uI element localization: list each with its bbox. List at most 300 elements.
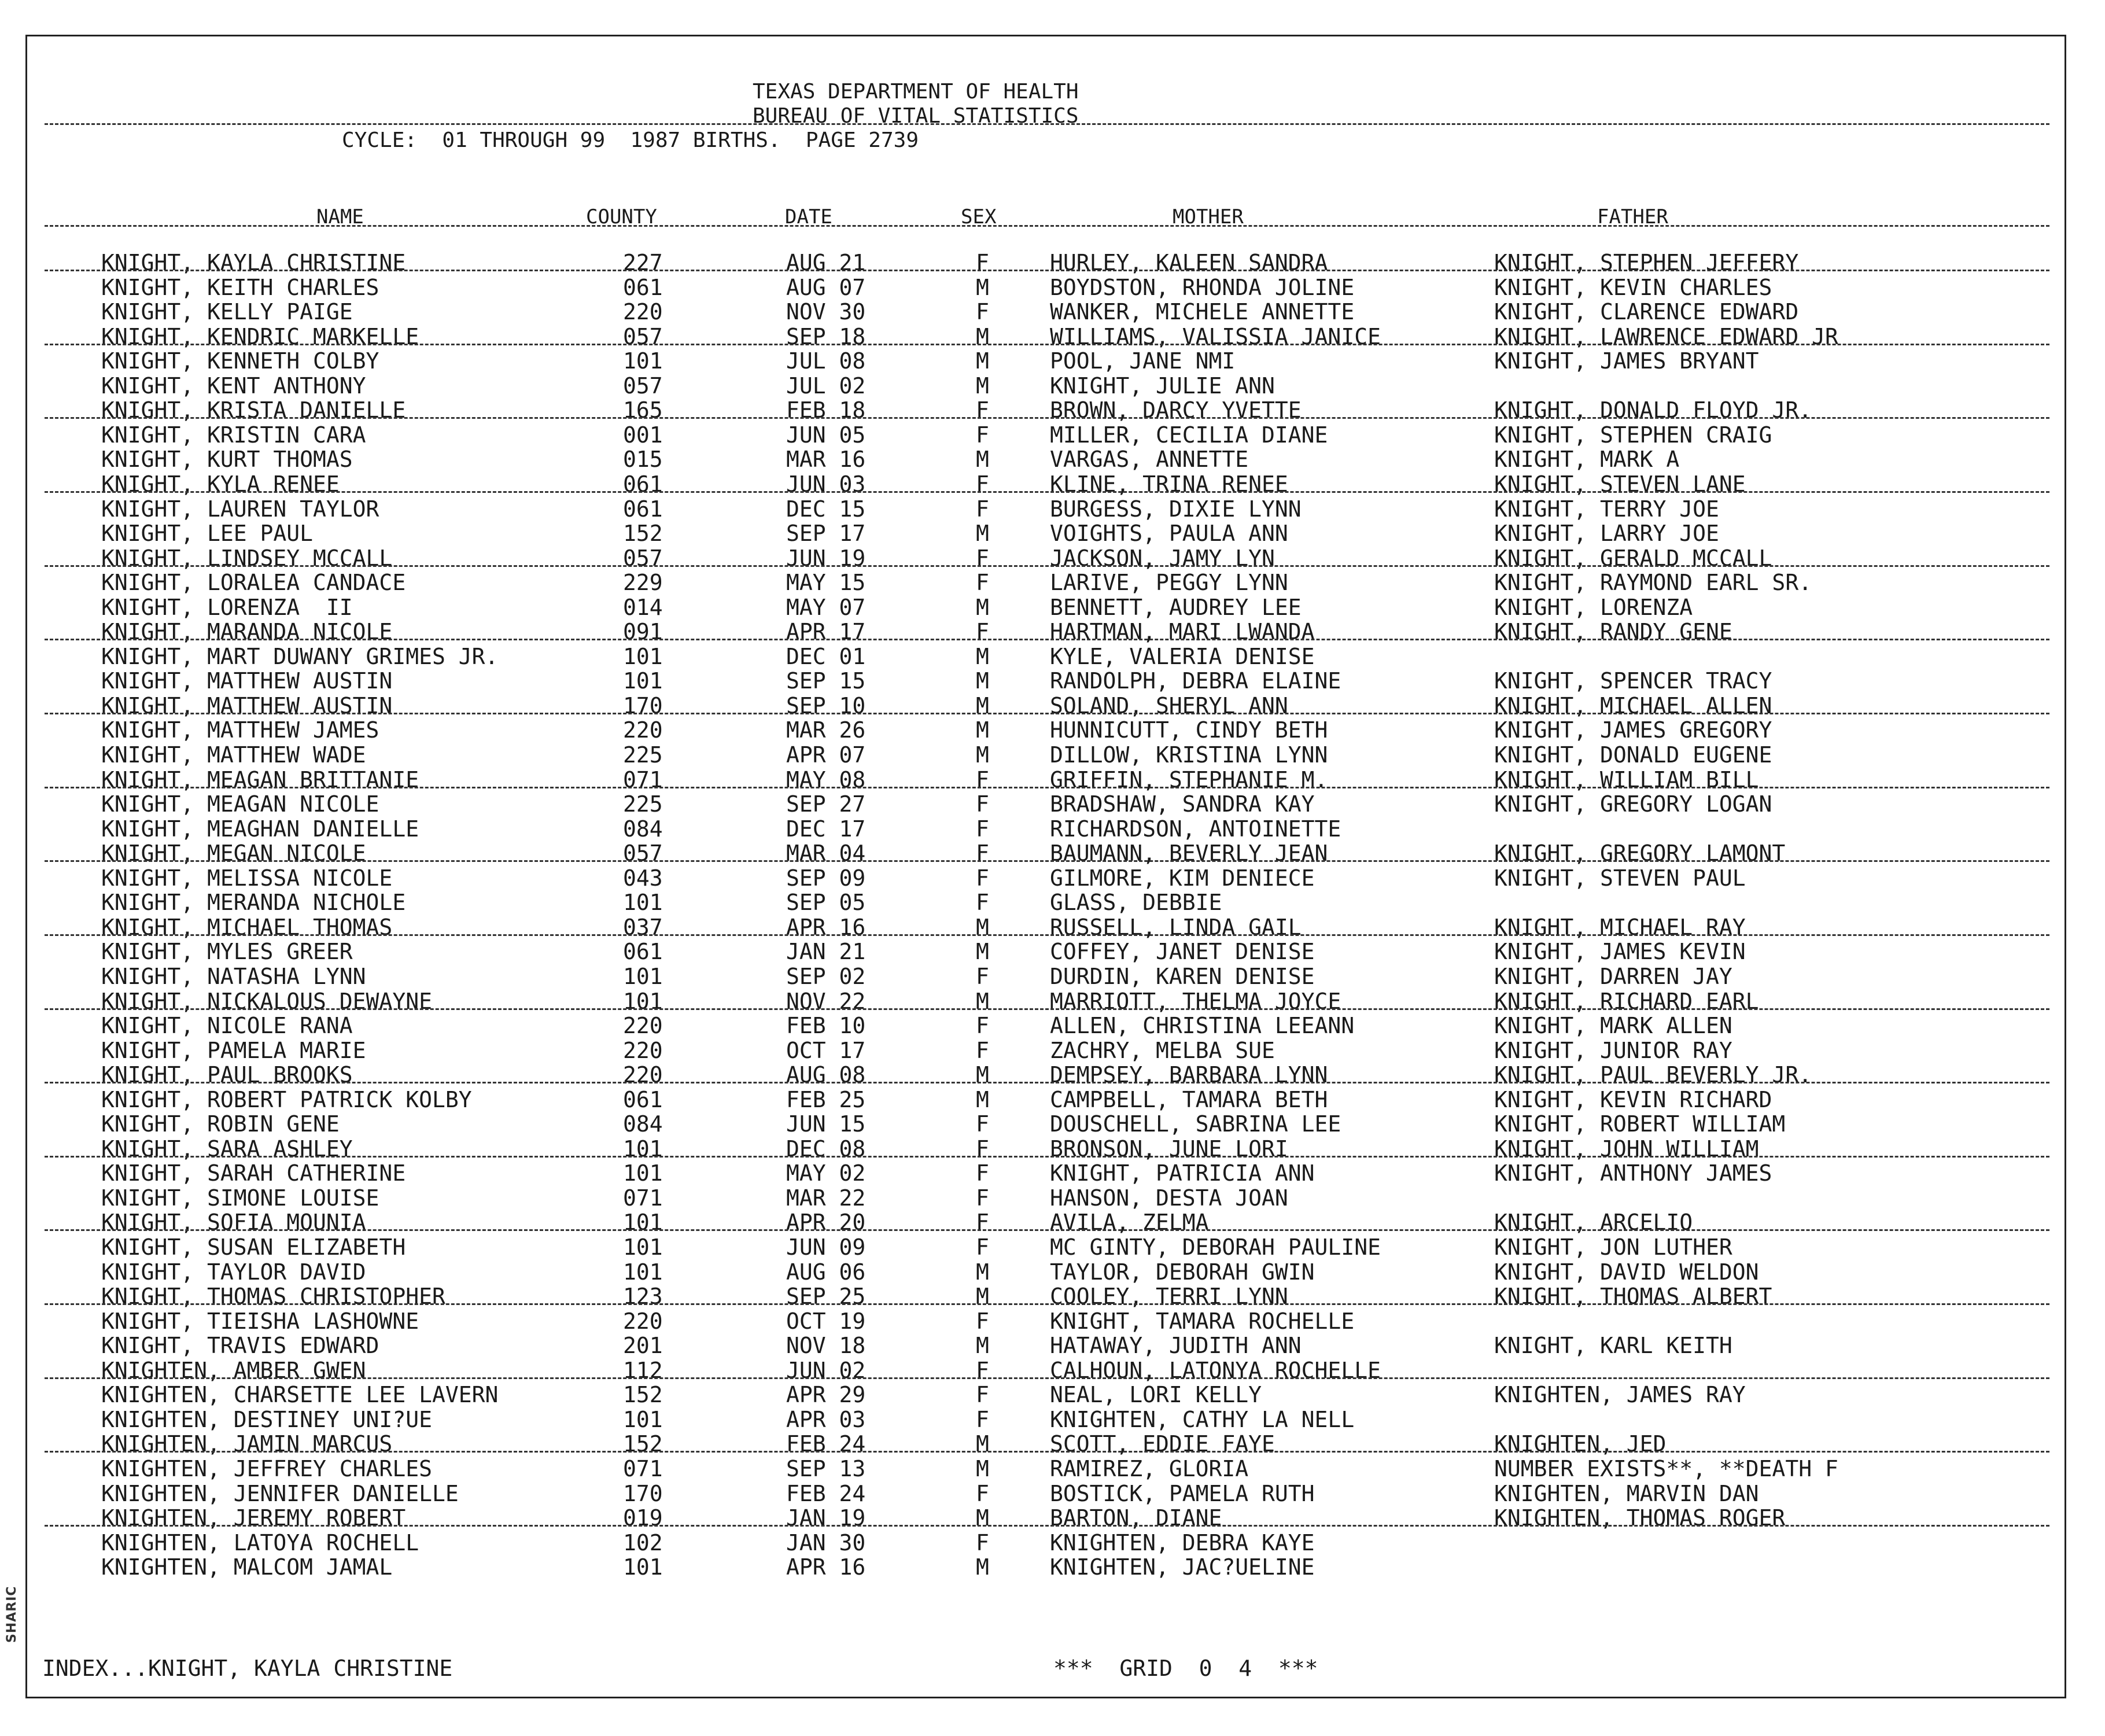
cell-date: MAR 22 bbox=[786, 1185, 866, 1211]
cell-name: KNIGHT, KELLY PAIGE bbox=[101, 299, 353, 325]
cell-name: KNIGHT, LORALEA CANDACE bbox=[101, 570, 406, 596]
table-row bbox=[27, 1260, 2065, 1284]
cell-name: KNIGHT, KRISTA DANIELLE bbox=[101, 397, 406, 423]
cell-sex: F bbox=[976, 299, 989, 325]
cell-name: KNIGHT, MARANDA NICOLE bbox=[101, 619, 393, 645]
cell-sex: F bbox=[976, 1308, 989, 1334]
cell-sex: F bbox=[976, 1037, 989, 1063]
cell-sex: F bbox=[976, 1160, 989, 1186]
cell-county: 057 bbox=[623, 373, 663, 399]
cell-father: KNIGHT, GREGORY LAMONT bbox=[1494, 841, 1786, 867]
cell-name: KNIGHTEN, JAMIN MARCUS bbox=[101, 1431, 393, 1457]
cell-date: NOV 30 bbox=[786, 299, 866, 325]
cell-mother: BOSTICK, PAMELA RUTH bbox=[1050, 1480, 1315, 1506]
cell-county: 057 bbox=[623, 545, 663, 571]
cell-name: KNIGHT, SUSAN ELIZABETH bbox=[101, 1234, 406, 1260]
cell-father: KNIGHT, PAUL BEVERLY JR. bbox=[1494, 1062, 1812, 1088]
table-row bbox=[27, 964, 2065, 989]
cell-father: KNIGHT, RANDY GENE bbox=[1494, 619, 1732, 645]
cell-county: 071 bbox=[623, 766, 663, 793]
cell-father: KNIGHT, TERRY JOE bbox=[1494, 496, 1719, 522]
cell-mother: MC GINTY, DEBORAH PAULINE bbox=[1050, 1234, 1381, 1260]
column-header-county: COUNTY bbox=[586, 205, 657, 228]
cell-father: KNIGHT, MARK A bbox=[1494, 447, 1680, 473]
cell-name: KNIGHT, TAYLOR DAVID bbox=[101, 1259, 366, 1285]
cell-county: 084 bbox=[623, 1111, 663, 1137]
cell-sex: M bbox=[976, 643, 989, 669]
cell-county: 071 bbox=[623, 1185, 663, 1211]
cell-father: KNIGHT, SPENCER TRACY bbox=[1494, 668, 1772, 694]
cell-county: 101 bbox=[623, 963, 663, 989]
cell-name: KNIGHT, KURT THOMAS bbox=[101, 447, 353, 473]
cell-father: KNIGHT, JUNIOR RAY bbox=[1494, 1037, 1732, 1063]
cell-mother: CAMPBELL, TAMARA BETH bbox=[1050, 1086, 1328, 1112]
cell-county: 015 bbox=[623, 447, 663, 473]
table-row bbox=[27, 275, 2065, 300]
cell-county: 057 bbox=[623, 841, 663, 867]
cell-date: DEC 15 bbox=[786, 496, 866, 522]
cell-name: KNIGHT, NICOLE RANA bbox=[101, 1013, 353, 1039]
cell-mother: KNIGHT, PATRICIA ANN bbox=[1050, 1160, 1315, 1186]
cell-mother: KNIGHTEN, JAC?UELINE bbox=[1050, 1554, 1315, 1580]
table-row bbox=[27, 374, 2065, 398]
cell-father: KNIGHT, MICHAEL RAY bbox=[1494, 914, 1746, 940]
cell-sex: M bbox=[976, 348, 989, 374]
cell-date: APR 29 bbox=[786, 1382, 866, 1408]
table-row bbox=[27, 325, 2065, 349]
cell-sex: M bbox=[976, 939, 989, 965]
cell-date: DEC 17 bbox=[786, 816, 866, 842]
cell-father: KNIGHT, LAWRENCE EDWARD JR bbox=[1494, 323, 1838, 349]
cell-sex: F bbox=[976, 1111, 989, 1137]
cell-mother: KNIGHTEN, DEBRA KAYE bbox=[1050, 1529, 1315, 1556]
cell-mother: RANDOLPH, DEBRA ELAINE bbox=[1050, 668, 1341, 694]
cell-sex: M bbox=[976, 373, 989, 399]
cell-mother: RAMIREZ, GLORIA bbox=[1050, 1455, 1249, 1481]
cell-name: KNIGHT, MATTHEW AUSTIN bbox=[101, 668, 393, 694]
cell-date: JAN 19 bbox=[786, 1505, 866, 1531]
cell-sex: F bbox=[976, 397, 989, 423]
cell-sex: M bbox=[976, 1431, 989, 1457]
cell-father: KNIGHT, JAMES GREGORY bbox=[1494, 717, 1772, 743]
cell-sex: M bbox=[976, 1554, 989, 1580]
cell-sex: F bbox=[976, 1480, 989, 1506]
cell-date: JUN 03 bbox=[786, 471, 866, 497]
cell-father: KNIGHT, GREGORY LOGAN bbox=[1494, 791, 1772, 817]
cell-date: SEP 05 bbox=[786, 890, 866, 916]
cell-date: OCT 17 bbox=[786, 1037, 866, 1063]
cell-mother: VARGAS, ANNETTE bbox=[1050, 447, 1249, 473]
table-row bbox=[27, 1210, 2065, 1234]
table-row bbox=[27, 915, 2065, 939]
column-header-rule bbox=[45, 225, 2049, 227]
cell-mother: SCOTT, EDDIE FAYE bbox=[1050, 1431, 1275, 1457]
cell-county: 101 bbox=[623, 890, 663, 916]
cell-sex: F bbox=[976, 1406, 989, 1432]
cell-county: 152 bbox=[623, 1431, 663, 1457]
table-row bbox=[27, 1063, 2065, 1087]
cell-mother: CALHOUN, LATONYA ROCHELLE bbox=[1050, 1357, 1381, 1383]
table-row bbox=[27, 595, 2065, 620]
cell-county: 101 bbox=[623, 988, 663, 1014]
table-row bbox=[27, 300, 2065, 324]
table-row bbox=[27, 792, 2065, 816]
table-row bbox=[27, 521, 2065, 546]
cell-father: KNIGHT, LORENZA bbox=[1494, 594, 1693, 620]
table-row bbox=[27, 669, 2065, 693]
cell-date: MAY 02 bbox=[786, 1160, 866, 1186]
cell-sex: F bbox=[976, 865, 989, 891]
cell-name: KNIGHT, MEAGAN NICOLE bbox=[101, 791, 379, 817]
cell-father: KNIGHT, RAYMOND EARL SR. bbox=[1494, 570, 1812, 596]
cell-sex: M bbox=[976, 1505, 989, 1531]
cell-name: KNIGHT, KENNETH COLBY bbox=[101, 348, 379, 374]
cell-date: JUL 02 bbox=[786, 373, 866, 399]
cell-father: KNIGHT, DONALD FLOYD JR. bbox=[1494, 397, 1812, 423]
table-row bbox=[27, 1407, 2065, 1432]
cell-county: 227 bbox=[623, 250, 663, 275]
cell-county: 220 bbox=[623, 299, 663, 325]
cell-date: JUN 05 bbox=[786, 422, 866, 448]
cell-mother: BRADSHAW, SANDRA KAY bbox=[1050, 791, 1315, 817]
cell-name: KNIGHTEN, DESTINEY UNI?UE bbox=[101, 1406, 432, 1432]
cell-name: KNIGHT, LAUREN TAYLOR bbox=[101, 496, 379, 522]
cell-sex: M bbox=[976, 1284, 989, 1310]
cell-county: 001 bbox=[623, 422, 663, 448]
cell-mother: HANSON, DESTA JOAN bbox=[1050, 1185, 1288, 1211]
table-row bbox=[27, 1457, 2065, 1481]
cell-father: KNIGHTEN, JED bbox=[1494, 1431, 1667, 1457]
cell-date: SEP 25 bbox=[786, 1284, 866, 1310]
table-row bbox=[27, 841, 2065, 865]
cell-name: KNIGHT, SIMONE LOUISE bbox=[101, 1185, 379, 1211]
cell-father: KNIGHT, STEVEN PAUL bbox=[1494, 865, 1746, 891]
cell-mother: MILLER, CECILIA DIANE bbox=[1050, 422, 1328, 448]
cell-date: FEB 25 bbox=[786, 1086, 866, 1112]
cell-mother: DURDIN, KAREN DENISE bbox=[1050, 963, 1315, 989]
cell-sex: M bbox=[976, 668, 989, 694]
cell-name: KNIGHT, NICKALOUS DEWAYNE bbox=[101, 988, 432, 1014]
cell-mother: HURLEY, KALEEN SANDRA bbox=[1050, 250, 1328, 275]
column-header-father: FATHER bbox=[1597, 205, 1668, 228]
table-row bbox=[27, 1358, 2065, 1383]
cell-name: KNIGHT, LORENZA II bbox=[101, 594, 353, 620]
cell-county: 123 bbox=[623, 1284, 663, 1310]
cell-sex: F bbox=[976, 816, 989, 842]
cell-name: KNIGHT, MEGAN NICOLE bbox=[101, 841, 366, 867]
cell-date: AUG 08 bbox=[786, 1062, 866, 1088]
cell-county: 091 bbox=[623, 619, 663, 645]
cell-mother: POOL, JANE NMI bbox=[1050, 348, 1236, 374]
cell-county: 084 bbox=[623, 816, 663, 842]
cell-county: 220 bbox=[623, 717, 663, 743]
cell-mother: JACKSON, JAMY LYN bbox=[1050, 545, 1275, 571]
cell-father: KNIGHT, KARL KEITH bbox=[1494, 1333, 1732, 1359]
cell-date: MAY 15 bbox=[786, 570, 866, 596]
cell-name: KNIGHTEN, JENNIFER DANIELLE bbox=[101, 1480, 459, 1506]
cell-father: KNIGHT, JAMES BRYANT bbox=[1494, 348, 1759, 374]
cell-father: KNIGHT, LARRY JOE bbox=[1494, 521, 1719, 547]
table-row bbox=[27, 1531, 2065, 1555]
cell-mother: KNIGHT, TAMARA ROCHELLE bbox=[1050, 1308, 1355, 1334]
cell-name: KNIGHT, SARA ASHLEY bbox=[101, 1136, 353, 1162]
cell-date: AUG 06 bbox=[786, 1259, 866, 1285]
cell-mother: VOIGHTS, PAULA ANN bbox=[1050, 521, 1288, 547]
cell-date: FEB 10 bbox=[786, 1013, 866, 1039]
cell-date: AUG 21 bbox=[786, 250, 866, 275]
cell-name: KNIGHT, KAYLA CHRISTINE bbox=[101, 250, 406, 275]
cell-county: 102 bbox=[623, 1529, 663, 1556]
footer-grid: *** GRID 0 4 *** bbox=[1053, 1656, 1318, 1681]
cell-mother: COOLEY, TERRI LYNN bbox=[1050, 1284, 1288, 1310]
cell-date: SEP 09 bbox=[786, 865, 866, 891]
cell-mother: HATAWAY, JUDITH ANN bbox=[1050, 1333, 1302, 1359]
cell-name: KNIGHT, NATASHA LYNN bbox=[101, 963, 366, 989]
cell-father: KNIGHT, ROBERT WILLIAM bbox=[1494, 1111, 1786, 1137]
table-row bbox=[27, 423, 2065, 447]
cell-father: NUMBER EXISTS**, **DEATH F bbox=[1494, 1455, 1838, 1481]
header-agency: TEXAS DEPARTMENT OF HEALTH bbox=[753, 80, 1079, 104]
cell-father: KNIGHT, ANTHONY JAMES bbox=[1494, 1160, 1772, 1186]
cell-sex: F bbox=[976, 619, 989, 645]
cell-sex: M bbox=[976, 447, 989, 473]
cell-sex: M bbox=[976, 742, 989, 768]
cell-county: 057 bbox=[623, 323, 663, 349]
cell-sex: M bbox=[976, 1259, 989, 1285]
column-header-name: NAME bbox=[316, 205, 364, 228]
cell-mother: WILLIAMS, VALISSIA JANICE bbox=[1050, 323, 1381, 349]
cell-name: KNIGHTEN, JEFFREY CHARLES bbox=[101, 1455, 432, 1481]
cell-father: KNIGHT, CLARENCE EDWARD bbox=[1494, 299, 1799, 325]
cell-county: 220 bbox=[623, 1308, 663, 1334]
cell-county: 101 bbox=[623, 348, 663, 374]
cell-name: KNIGHT, KENDRIC MARKELLE bbox=[101, 323, 419, 349]
table-row bbox=[27, 866, 2065, 890]
cell-county: 061 bbox=[623, 274, 663, 300]
header-cycle-line: CYCLE: 01 THROUGH 99 1987 BIRTHS. PAGE 2739 bbox=[342, 128, 919, 152]
cell-mother: GLASS, DEBBIE bbox=[1050, 890, 1222, 916]
cell-county: 225 bbox=[623, 791, 663, 817]
cell-mother: KNIGHT, JULIE ANN bbox=[1050, 373, 1275, 399]
cell-county: 037 bbox=[623, 914, 663, 940]
cell-father: KNIGHTEN, JAMES RAY bbox=[1494, 1382, 1746, 1408]
cell-name: KNIGHT, TRAVIS EDWARD bbox=[101, 1333, 379, 1359]
table-row bbox=[27, 1235, 2065, 1259]
cell-date: MAY 07 bbox=[786, 594, 866, 620]
cell-county: 101 bbox=[623, 643, 663, 669]
cell-name: KNIGHT, ROBIN GENE bbox=[101, 1111, 340, 1137]
cell-mother: MARRIOTT, THELMA JOYCE bbox=[1050, 988, 1341, 1014]
cell-mother: TAYLOR, DEBORAH GWIN bbox=[1050, 1259, 1315, 1285]
cell-mother: COFFEY, JANET DENISE bbox=[1050, 939, 1315, 965]
cell-mother: GILMORE, KIM DENIECE bbox=[1050, 865, 1315, 891]
cell-date: MAR 04 bbox=[786, 841, 866, 867]
cell-date: JUN 15 bbox=[786, 1111, 866, 1137]
header-bureau: BUREAU OF VITAL STATISTICS bbox=[753, 104, 1079, 128]
side-margin-mark: SHARIC bbox=[5, 1586, 19, 1643]
cell-county: 043 bbox=[623, 865, 663, 891]
table-row bbox=[27, 349, 2065, 373]
table-row bbox=[27, 1038, 2065, 1063]
cell-father: KNIGHT, MARK ALLEN bbox=[1494, 1013, 1732, 1039]
cell-sex: M bbox=[976, 1062, 989, 1088]
cell-father: KNIGHT, KEVIN RICHARD bbox=[1494, 1086, 1772, 1112]
cell-county: 170 bbox=[623, 692, 663, 718]
table-row bbox=[27, 644, 2065, 669]
cell-county: 101 bbox=[623, 1554, 663, 1580]
cell-sex: F bbox=[976, 250, 989, 275]
table-row bbox=[27, 1506, 2065, 1530]
cell-date: MAR 16 bbox=[786, 447, 866, 473]
table-row bbox=[27, 1555, 2065, 1579]
column-header-sex: SEX bbox=[961, 205, 997, 228]
cell-mother: ALLEN, CHRISTINA LEEANN bbox=[1050, 1013, 1355, 1039]
cell-sex: F bbox=[976, 791, 989, 817]
document-sheet bbox=[25, 35, 2066, 1698]
cell-date: APR 16 bbox=[786, 1554, 866, 1580]
cell-sex: M bbox=[976, 988, 989, 1014]
table-row bbox=[27, 939, 2065, 964]
cell-date: SEP 27 bbox=[786, 791, 866, 817]
cell-county: 101 bbox=[623, 1234, 663, 1260]
table-row bbox=[27, 447, 2065, 471]
cell-date: JAN 30 bbox=[786, 1529, 866, 1556]
cell-sex: F bbox=[976, 1013, 989, 1039]
table-row bbox=[27, 497, 2065, 521]
table-row bbox=[27, 718, 2065, 742]
cell-name: KNIGHT, MYLES GREER bbox=[101, 939, 353, 965]
cell-date: SEP 15 bbox=[786, 668, 866, 694]
cell-name: KNIGHT, TIEISHA LASHOWNE bbox=[101, 1308, 419, 1334]
table-row bbox=[27, 472, 2065, 496]
cell-father: KNIGHT, JOHN WILLIAM bbox=[1494, 1136, 1759, 1162]
cell-county: 152 bbox=[623, 521, 663, 547]
cell-county: 101 bbox=[623, 668, 663, 694]
cell-father: KNIGHT, DARREN JAY bbox=[1494, 963, 1732, 989]
cell-county: 061 bbox=[623, 939, 663, 965]
cell-county: 071 bbox=[623, 1455, 663, 1481]
cell-date: MAY 08 bbox=[786, 766, 866, 793]
cell-sex: F bbox=[976, 890, 989, 916]
cell-mother: BENNETT, AUDREY LEE bbox=[1050, 594, 1302, 620]
cell-county: 019 bbox=[623, 1505, 663, 1531]
cell-sex: F bbox=[976, 1382, 989, 1408]
cell-mother: HARTMAN, MARI LWANDA bbox=[1050, 619, 1315, 645]
cell-name: KNIGHT, KYLA RENEE bbox=[101, 471, 340, 497]
cell-father: KNIGHT, STEPHEN JEFFERY bbox=[1494, 250, 1799, 275]
cell-name: KNIGHT, PAMELA MARIE bbox=[101, 1037, 366, 1063]
table-row bbox=[27, 1284, 2065, 1309]
cell-mother: RICHARDSON, ANTOINETTE bbox=[1050, 816, 1341, 842]
cell-father: KNIGHTEN, MARVIN DAN bbox=[1494, 1480, 1759, 1506]
cell-name: KNIGHTEN, CHARSETTE LEE LAVERN bbox=[101, 1382, 499, 1408]
cell-father: KNIGHT, MICHAEL ALLEN bbox=[1494, 692, 1772, 718]
header-rule bbox=[45, 123, 2049, 125]
table-row bbox=[27, 1137, 2065, 1161]
cell-date: FEB 24 bbox=[786, 1431, 866, 1457]
cell-sex: F bbox=[976, 1357, 989, 1383]
cell-mother: BRONSON, JUNE LORI bbox=[1050, 1136, 1288, 1162]
cell-name: KNIGHT, MATTHEW JAMES bbox=[101, 717, 379, 743]
cell-county: 061 bbox=[623, 471, 663, 497]
cell-date: SEP 17 bbox=[786, 521, 866, 547]
table-row bbox=[27, 989, 2065, 1013]
cell-father: KNIGHT, KEVIN CHARLES bbox=[1494, 274, 1772, 300]
cell-name: KNIGHT, MELISSA NICOLE bbox=[101, 865, 393, 891]
cell-date: DEC 01 bbox=[786, 643, 866, 669]
cell-name: KNIGHTEN, MALCOM JAMAL bbox=[101, 1554, 393, 1580]
cell-mother: BOYDSTON, RHONDA JOLINE bbox=[1050, 274, 1355, 300]
cell-name: KNIGHT, KEITH CHARLES bbox=[101, 274, 379, 300]
cell-sex: F bbox=[976, 963, 989, 989]
cell-sex: M bbox=[976, 1086, 989, 1112]
table-row bbox=[27, 1383, 2065, 1407]
cell-name: KNIGHT, PAUL BROOKS bbox=[101, 1062, 353, 1088]
table-row bbox=[27, 1161, 2065, 1185]
cell-mother: KNIGHTEN, CATHY LA NELL bbox=[1050, 1406, 1355, 1432]
cell-name: KNIGHT, LINDSEY MCCALL bbox=[101, 545, 393, 571]
cell-name: KNIGHT, MERANDA NICHOLE bbox=[101, 890, 406, 916]
cell-mother: ZACHRY, MELBA SUE bbox=[1050, 1037, 1275, 1063]
cell-mother: RUSSELL, LINDA GAIL bbox=[1050, 914, 1302, 940]
cell-county: 165 bbox=[623, 397, 663, 423]
cell-father: KNIGHT, DAVID WELDON bbox=[1494, 1259, 1759, 1285]
cell-name: KNIGHT, THOMAS CHRISTOPHER bbox=[101, 1284, 445, 1310]
cell-sex: F bbox=[976, 422, 989, 448]
cell-father: KNIGHT, DONALD EUGENE bbox=[1494, 742, 1772, 768]
cell-date: JAN 21 bbox=[786, 939, 866, 965]
footer-index: INDEX...KNIGHT, KAYLA CHRISTINE bbox=[42, 1656, 453, 1681]
cell-county: 101 bbox=[623, 1160, 663, 1186]
cell-name: KNIGHT, LEE PAUL bbox=[101, 521, 314, 547]
cell-date: APR 17 bbox=[786, 619, 866, 645]
cell-date: JUN 02 bbox=[786, 1357, 866, 1383]
cell-date: AUG 07 bbox=[786, 274, 866, 300]
cell-sex: F bbox=[976, 496, 989, 522]
table-row bbox=[27, 768, 2065, 792]
cell-mother: LARIVE, PEGGY LYNN bbox=[1050, 570, 1288, 596]
table-row bbox=[27, 1481, 2065, 1506]
cell-county: 061 bbox=[623, 1086, 663, 1112]
cell-date: SEP 18 bbox=[786, 323, 866, 349]
table-row bbox=[27, 1333, 2065, 1358]
cell-county: 101 bbox=[623, 1136, 663, 1162]
cell-county: 220 bbox=[623, 1037, 663, 1063]
cell-county: 170 bbox=[623, 1480, 663, 1506]
cell-date: DEC 08 bbox=[786, 1136, 866, 1162]
table-row bbox=[27, 570, 2065, 595]
cell-county: 014 bbox=[623, 594, 663, 620]
column-header-date: DATE bbox=[785, 205, 832, 228]
cell-date: JUN 09 bbox=[786, 1234, 866, 1260]
cell-date: APR 07 bbox=[786, 742, 866, 768]
table-row bbox=[27, 546, 2065, 570]
cell-county: 201 bbox=[623, 1333, 663, 1359]
cell-sex: F bbox=[976, 1185, 989, 1211]
cell-father: KNIGHT, THOMAS ALBERT bbox=[1494, 1284, 1772, 1310]
cell-father: KNIGHT, RICHARD EARL bbox=[1494, 988, 1759, 1014]
cell-sex: F bbox=[976, 471, 989, 497]
cell-sex: F bbox=[976, 1136, 989, 1162]
cell-name: KNIGHT, MICHAEL THOMAS bbox=[101, 914, 393, 940]
cell-name: KNIGHT, SOFIA MOUNIA bbox=[101, 1210, 366, 1236]
cell-date: SEP 02 bbox=[786, 963, 866, 989]
cell-sex: M bbox=[976, 594, 989, 620]
cell-county: 112 bbox=[623, 1357, 663, 1383]
table-row bbox=[27, 1088, 2065, 1112]
cell-county: 220 bbox=[623, 1013, 663, 1039]
cell-date: SEP 13 bbox=[786, 1455, 866, 1481]
